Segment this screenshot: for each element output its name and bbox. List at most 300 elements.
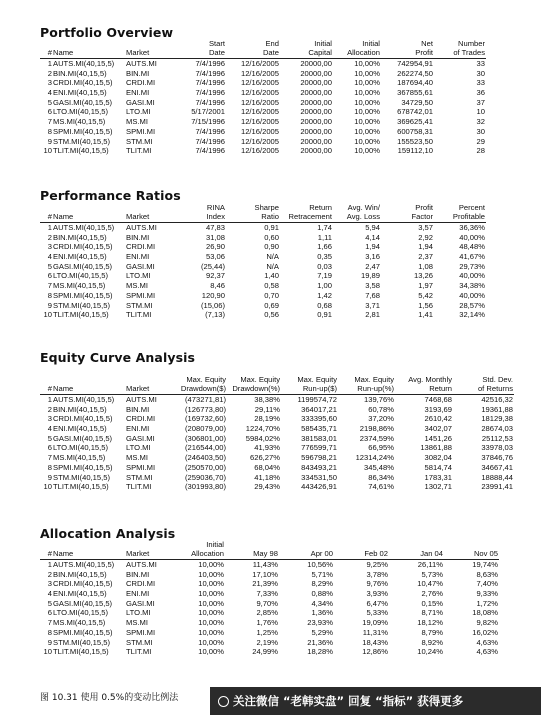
value-cell: 2374,59% [359, 433, 394, 443]
strategy-name: TLIT.MI(40,15,5) [53, 146, 109, 156]
allocation-table [40, 540, 499, 657]
column-header: Max. Equity Drawdown($) [178, 375, 227, 395]
value-cell: 139,76% [364, 395, 394, 405]
value-cell: 10,00% [354, 88, 380, 98]
strategy-name: CRDI.MI(40,15,5) [53, 242, 113, 252]
table-row [40, 291, 486, 301]
column-header: Initial Capital [280, 39, 333, 59]
strategy-name: LTO.MI(40,15,5) [53, 271, 109, 281]
value-cell: 12/16/2005 [240, 146, 279, 156]
value-cell: (301993,80) [185, 482, 226, 492]
column-header: Market [126, 540, 178, 560]
column-header: Apr 00 [279, 540, 334, 560]
header-row [40, 39, 486, 59]
value-cell: 20000,00 [300, 78, 332, 88]
watermark-text: 关注微信 “老韩实盘” 回复 “指标” 获得更多 [233, 694, 464, 708]
value-cell: 29,11% [254, 404, 280, 414]
value-cell: 26,11% [417, 560, 443, 570]
value-cell: 20000,00 [300, 88, 332, 98]
value-cell: 10,00% [354, 117, 380, 127]
value-cell: 1,72% [476, 598, 498, 608]
market-cell: LTO.MI [126, 271, 151, 281]
value-cell: 40,00% [459, 271, 485, 281]
wechat-icon [218, 696, 229, 707]
market-cell: SPMI.MI [126, 126, 156, 136]
row-number: 3 [47, 242, 52, 252]
value-cell: 7/4/1996 [195, 97, 225, 107]
figure-caption: 图 10.31 使用 0.5%的变动比例法 [40, 693, 179, 703]
value-cell: 36,36% [459, 223, 485, 233]
strategy-name: SPMI.MI(40,15,5) [53, 290, 113, 300]
table-row [40, 271, 486, 281]
value-cell: 41,67% [459, 252, 485, 262]
row-number: 10 [43, 146, 52, 156]
column-header: Max. Equity Run-up($) [281, 375, 338, 395]
strategy-name: BIN.MI(40,15,5) [53, 569, 107, 579]
value-cell: 0,69 [264, 300, 279, 310]
strategy-name: CRDI.MI(40,15,5) [53, 414, 113, 424]
value-cell: 187694,40 [397, 78, 433, 88]
column-header: Market [126, 375, 178, 395]
column-header: Percent Profitable [434, 203, 486, 223]
market-cell: MS.MI [126, 117, 148, 127]
row-number: 8 [47, 627, 52, 637]
column-header: Avg. Win/ Avg. Loss [333, 203, 381, 223]
value-cell: 10,00% [354, 68, 380, 78]
row-number: 4 [47, 424, 52, 434]
value-cell: 20000,00 [300, 107, 332, 117]
market-cell: CRDI.MI [126, 579, 156, 589]
value-cell: 7/4/1996 [195, 88, 225, 98]
row-number: 5 [47, 433, 52, 443]
value-cell: 12/16/2005 [240, 126, 279, 136]
value-cell: 7/4/1996 [195, 126, 225, 136]
value-cell: 20000,00 [300, 117, 332, 127]
value-cell: 10,00% [354, 97, 380, 107]
strategy-name: LTO.MI(40,15,5) [53, 443, 109, 453]
value-cell: 7/4/1996 [195, 59, 225, 69]
column-header: Std. Dev. of Returns [453, 375, 514, 395]
row-number: 6 [47, 271, 52, 281]
row-number: 1 [47, 59, 52, 69]
value-cell: 53,06 [205, 252, 225, 262]
value-cell: 3193,69 [424, 404, 452, 414]
column-header: Feb 02 [334, 540, 389, 560]
value-cell: 20000,00 [300, 97, 332, 107]
row-number: 2 [47, 232, 52, 242]
value-cell: 843493,21 [301, 462, 337, 472]
table-row [40, 463, 514, 473]
strategy-name: ENI.MI(40,15,5) [53, 252, 107, 262]
market-cell: STM.MI [126, 637, 153, 647]
value-cell: 41,93% [254, 443, 280, 453]
row-number: 5 [47, 261, 52, 271]
column-header: Max. Equity Drawdown(%) [227, 375, 281, 395]
value-cell: 5,73% [421, 569, 443, 579]
strategy-name: STM.MI(40,15,5) [53, 472, 110, 482]
value-cell: 86,34% [368, 472, 394, 482]
equity-title: Equity Curve Analysis [40, 350, 196, 365]
column-header: Jan 04 [389, 540, 444, 560]
value-cell: 8,71% [421, 608, 443, 618]
strategy-name: BIN.MI(40,15,5) [53, 68, 107, 78]
value-cell: 10,24% [417, 647, 443, 657]
table-row [40, 395, 514, 405]
value-cell: 0,91 [317, 310, 332, 320]
strategy-name: SPMI.MI(40,15,5) [53, 627, 113, 637]
value-cell: (306801,00) [185, 433, 226, 443]
row-number: 5 [47, 598, 52, 608]
row-number: 2 [47, 404, 52, 414]
market-cell: ENI.MI [126, 252, 150, 262]
strategy-name: TLIT.MI(40,15,5) [53, 647, 109, 657]
row-number: 3 [47, 414, 52, 424]
value-cell: 10,00% [354, 78, 380, 88]
strategy-name: GASI.MI(40,15,5) [53, 97, 113, 107]
value-cell: 2,47 [365, 261, 380, 271]
value-cell: 776599,71 [301, 443, 337, 453]
table-row [40, 117, 486, 127]
value-cell: (126773,80) [185, 404, 226, 414]
value-cell: 4,14 [365, 232, 380, 242]
value-cell: 8,79% [421, 627, 443, 637]
strategy-name: MS.MI(40,15,5) [53, 618, 106, 628]
value-cell: 3402,07 [424, 424, 452, 434]
table-row [40, 301, 486, 311]
market-cell: MS.MI [126, 618, 148, 628]
row-number: 10 [43, 310, 52, 320]
value-cell: 26,90 [205, 242, 225, 252]
value-cell: 0,60 [264, 232, 279, 242]
header-row [40, 203, 486, 223]
market-cell: CRDI.MI [126, 78, 156, 88]
row-number: 3 [47, 78, 52, 88]
table-row [40, 262, 486, 272]
market-cell: LTO.MI [126, 443, 151, 453]
value-cell: 1,56 [418, 300, 433, 310]
value-cell: 16,02% [472, 627, 498, 637]
market-cell: GASI.MI [126, 261, 155, 271]
table-row [40, 453, 514, 463]
value-cell: 0,90 [264, 242, 279, 252]
market-cell: BIN.MI [126, 404, 150, 414]
value-cell: 92,37 [205, 271, 225, 281]
table-row [40, 473, 514, 483]
allocation-title: Allocation Analysis [40, 526, 176, 541]
table-row [40, 589, 499, 599]
value-cell: 21,39% [252, 579, 278, 589]
column-header: Avg. Monthly Return [395, 375, 453, 395]
value-cell: 30 [476, 126, 485, 136]
value-cell: 18129,38 [481, 414, 513, 424]
column-header: # [40, 540, 53, 560]
market-cell: ENI.MI [126, 424, 150, 434]
strategy-name: MS.MI(40,15,5) [53, 117, 106, 127]
value-cell: 37846,76 [481, 453, 513, 463]
value-cell: 12/16/2005 [240, 68, 279, 78]
strategy-name: GASI.MI(40,15,5) [53, 598, 113, 608]
column-header: Max. Equity Run-up(%) [338, 375, 395, 395]
row-number: 1 [47, 560, 52, 570]
row-number: 10 [43, 647, 52, 657]
value-cell: 32,14% [459, 310, 485, 320]
table-row [40, 69, 486, 79]
value-cell: 10,00% [198, 647, 224, 657]
value-cell: 34,38% [459, 281, 485, 291]
table-row [40, 414, 514, 424]
market-cell: LTO.MI [126, 107, 151, 117]
strategy-name: STM.MI(40,15,5) [53, 136, 110, 146]
value-cell: 1,08 [418, 261, 433, 271]
value-cell: 10,00% [354, 136, 380, 146]
column-header: # [40, 203, 53, 223]
value-cell: 29,43% [254, 482, 280, 492]
header-row [40, 540, 499, 560]
value-cell: 443426,91 [301, 482, 337, 492]
row-number: 4 [47, 252, 52, 262]
value-cell: 40,00% [459, 232, 485, 242]
table-row [40, 98, 486, 108]
value-cell: 159112,10 [397, 146, 433, 156]
value-cell: 36 [476, 88, 485, 98]
table-row [40, 424, 514, 434]
value-cell: 68,04% [254, 462, 280, 472]
value-cell: 25112,53 [481, 433, 513, 443]
value-cell: 18,08% [472, 608, 498, 618]
value-cell: 742954,91 [397, 59, 433, 69]
table-row [40, 647, 499, 657]
value-cell: 1,11 [317, 232, 332, 242]
row-number: 10 [43, 482, 52, 492]
value-cell: 5,42 [418, 290, 433, 300]
value-cell: 8,63% [476, 569, 498, 579]
value-cell: 1,36% [311, 608, 333, 618]
strategy-name: GASI.MI(40,15,5) [53, 261, 113, 271]
value-cell: 9,25% [366, 560, 388, 570]
row-number: 4 [47, 589, 52, 599]
value-cell: 37 [476, 97, 485, 107]
value-cell: 345,48% [364, 462, 394, 472]
value-cell: 5,33% [366, 608, 388, 618]
table-row [40, 599, 499, 609]
value-cell: 381583,01 [301, 433, 337, 443]
value-cell: 1,66 [317, 242, 332, 252]
value-cell: 12/16/2005 [240, 136, 279, 146]
value-cell: 7/4/1996 [195, 136, 225, 146]
value-cell: 3,93% [366, 589, 388, 599]
table-row [40, 107, 486, 117]
value-cell: 2,19% [256, 637, 278, 647]
column-header: Market [126, 39, 178, 59]
performance-table [40, 203, 486, 320]
row-number: 7 [47, 618, 52, 628]
value-cell: 3082,04 [424, 453, 452, 463]
column-header: RINA Index [178, 203, 226, 223]
strategy-name: BIN.MI(40,15,5) [53, 232, 107, 242]
value-cell: 5,29% [311, 627, 333, 637]
value-cell: (259036,70) [185, 472, 226, 482]
row-number: 8 [47, 126, 52, 136]
market-cell: TLIT.MI [126, 647, 152, 657]
value-cell: 12/16/2005 [240, 97, 279, 107]
value-cell: 19361,88 [481, 404, 513, 414]
value-cell: 2,76% [421, 589, 443, 599]
value-cell: 18888,44 [481, 472, 513, 482]
row-number: 3 [47, 579, 52, 589]
value-cell: 10,56% [307, 560, 333, 570]
row-number: 9 [47, 637, 52, 647]
value-cell: 42516,32 [481, 395, 513, 405]
portfolio-title: Portfolio Overview [40, 25, 174, 40]
row-number: 7 [47, 281, 52, 291]
table-row [40, 233, 486, 243]
strategy-name: TLIT.MI(40,15,5) [53, 482, 109, 492]
market-cell: AUTS.MI [126, 223, 157, 233]
market-cell: STM.MI [126, 472, 153, 482]
value-cell: 34729,50 [401, 97, 433, 107]
value-cell: 12/16/2005 [240, 117, 279, 127]
value-cell: 20000,00 [300, 68, 332, 78]
market-cell: STM.MI [126, 300, 153, 310]
value-cell: (208079,00) [185, 424, 226, 434]
column-header: Name [53, 540, 126, 560]
value-cell: 5814,74 [424, 462, 452, 472]
value-cell: 7,68 [365, 290, 380, 300]
market-cell: TLIT.MI [126, 482, 152, 492]
column-header: Return Retracement [280, 203, 333, 223]
table-row [40, 618, 499, 628]
value-cell: 155523,50 [397, 136, 433, 146]
value-cell: (169732,60) [185, 414, 226, 424]
column-header: Start Date [178, 39, 226, 59]
market-cell: LTO.MI [126, 608, 151, 618]
table-row [40, 628, 499, 638]
value-cell: 17,10% [252, 569, 278, 579]
value-cell: 9,70% [256, 598, 278, 608]
market-cell: MS.MI [126, 281, 148, 291]
strategy-name: ENI.MI(40,15,5) [53, 424, 107, 434]
value-cell: 18,43% [362, 637, 388, 647]
market-cell: BIN.MI [126, 68, 150, 78]
market-cell: STM.MI [126, 136, 153, 146]
value-cell: 7,19 [317, 271, 332, 281]
value-cell: 4,63% [476, 637, 498, 647]
value-cell: 1199574,72 [297, 395, 337, 405]
value-cell: 10,00% [198, 598, 224, 608]
value-cell: 1,74 [317, 223, 332, 233]
column-header: Initial Allocation [333, 39, 381, 59]
value-cell: 38,38% [254, 395, 280, 405]
value-cell: 8,29% [311, 579, 333, 589]
value-cell: 1783,31 [424, 472, 452, 482]
value-cell: 333395,60 [301, 414, 337, 424]
value-cell: 11,43% [252, 560, 278, 570]
column-header: Initial Allocation [178, 540, 225, 560]
value-cell: 47,83 [205, 223, 225, 233]
table-row [40, 608, 499, 618]
value-cell: 1,94 [418, 242, 433, 252]
strategy-name: TLIT.MI(40,15,5) [53, 310, 109, 320]
value-cell: 10,00% [198, 618, 224, 628]
value-cell: 7/4/1996 [195, 68, 225, 78]
value-cell: 0,03 [317, 261, 332, 271]
strategy-name: STM.MI(40,15,5) [53, 300, 110, 310]
table-row [40, 252, 486, 262]
value-cell: 23,93% [307, 618, 333, 628]
strategy-name: BIN.MI(40,15,5) [53, 404, 107, 414]
table-row [40, 310, 486, 320]
value-cell: 369625,41 [397, 117, 433, 127]
value-cell: (15,06) [200, 300, 225, 310]
row-number: 6 [47, 107, 52, 117]
value-cell: 66,95% [368, 443, 394, 453]
strategy-name: LTO.MI(40,15,5) [53, 107, 109, 117]
strategy-name: CRDI.MI(40,15,5) [53, 78, 113, 88]
value-cell: 12314,24% [355, 453, 394, 463]
table-row [40, 570, 499, 580]
value-cell: 1,00 [317, 281, 332, 291]
table-row [40, 146, 486, 156]
row-number: 2 [47, 68, 52, 78]
value-cell: 120,90 [201, 290, 225, 300]
value-cell: (246403,50) [185, 453, 226, 463]
row-number: 1 [47, 395, 52, 405]
value-cell: 367855,61 [397, 88, 433, 98]
table-row [40, 223, 486, 233]
value-cell: N/A [266, 252, 279, 262]
row-number: 7 [47, 453, 52, 463]
value-cell: 5984,02% [245, 433, 280, 443]
value-cell: 596798,21 [301, 453, 337, 463]
value-cell: 5,94 [365, 223, 380, 233]
value-cell: 7,33% [256, 589, 278, 599]
value-cell: (473271,81) [185, 395, 226, 405]
value-cell: (250570,00) [185, 462, 226, 472]
strategy-name: SPMI.MI(40,15,5) [53, 126, 113, 136]
value-cell: 1,94 [365, 242, 380, 252]
market-cell: AUTS.MI [126, 59, 157, 69]
strategy-name: CRDI.MI(40,15,5) [53, 579, 113, 589]
value-cell: 2,37 [418, 252, 433, 262]
value-cell: 9,33% [476, 589, 498, 599]
value-cell: 10,00% [198, 637, 224, 647]
table-row [40, 434, 514, 444]
value-cell: 19,89 [360, 271, 380, 281]
column-header: Profit Factor [381, 203, 434, 223]
market-cell: AUTS.MI [126, 395, 157, 405]
value-cell: 19,74% [472, 560, 498, 570]
value-cell: 10,47% [417, 579, 443, 589]
value-cell: 3,58 [365, 281, 380, 291]
value-cell: 37,20% [368, 414, 394, 424]
value-cell: 0,15% [421, 598, 443, 608]
row-number: 7 [47, 117, 52, 127]
value-cell: 7,40% [476, 579, 498, 589]
strategy-name: MS.MI(40,15,5) [53, 281, 106, 291]
value-cell: 0,91 [264, 223, 279, 233]
value-cell: 18,28% [307, 647, 333, 657]
column-header: Net Profit [381, 39, 434, 59]
strategy-name: AUTS.MI(40,15,5) [53, 395, 115, 405]
market-cell: BIN.MI [126, 569, 150, 579]
value-cell: 12,86% [362, 647, 388, 657]
table-row [40, 242, 486, 252]
value-cell: 1,40 [264, 271, 279, 281]
value-cell: 7/4/1996 [195, 78, 225, 88]
row-number: 4 [47, 88, 52, 98]
market-cell: MS.MI [126, 453, 148, 463]
value-cell: 33 [476, 78, 485, 88]
